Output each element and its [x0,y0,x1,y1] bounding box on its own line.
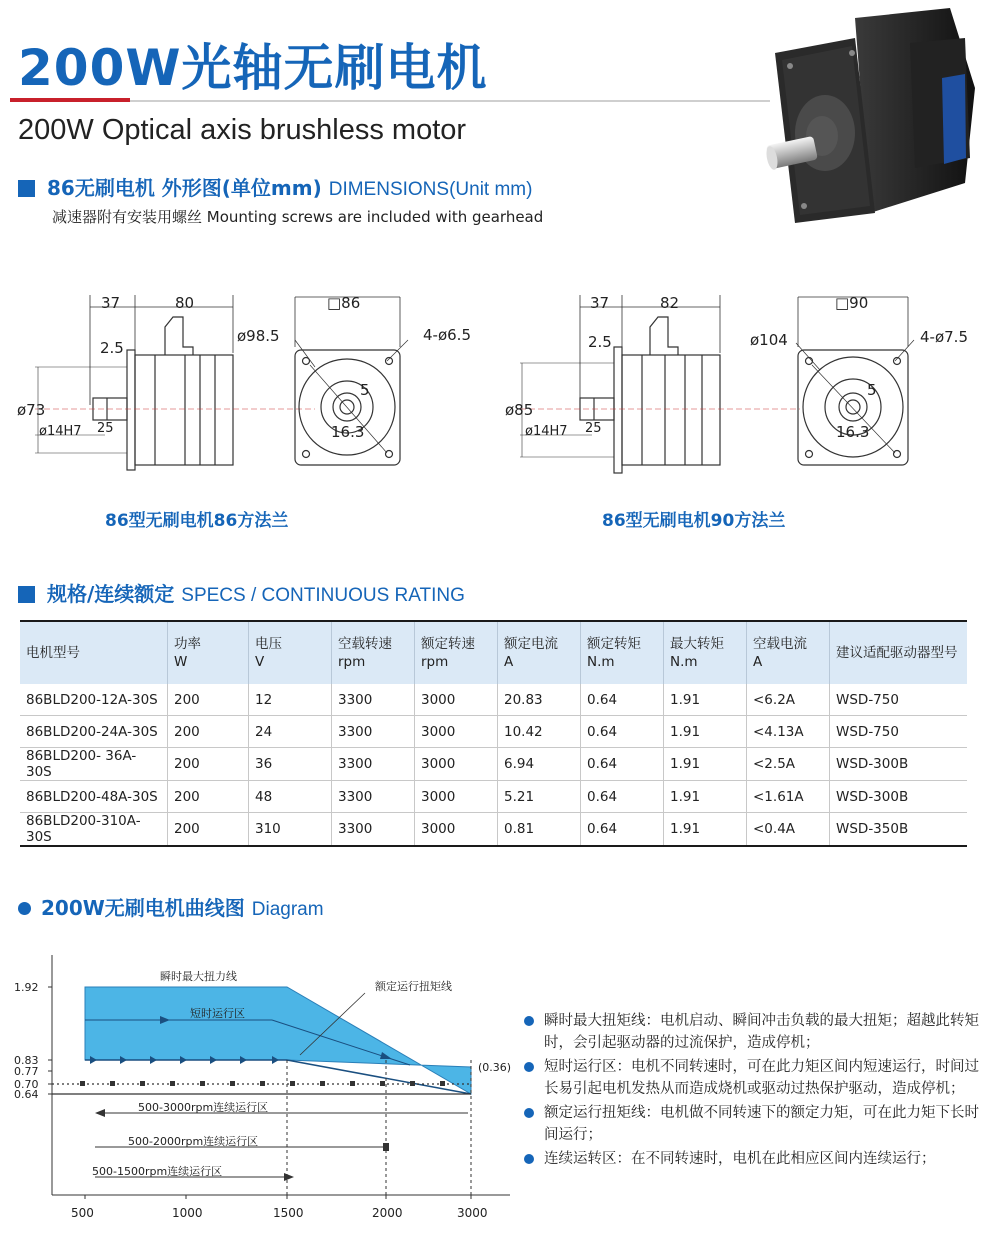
table-cell: 36 [249,748,332,781]
title-accent-bar [10,98,130,102]
continuous-marker [320,1081,325,1086]
table-cell: 1.91 [664,813,747,847]
table-cell: 3300 [332,716,415,748]
continuous-marker [260,1081,265,1086]
table-cell: 3300 [332,781,415,813]
circle-bullet-icon [18,902,31,915]
legend-item: 瞬时最大扭矩线：电机启动、瞬间冲击负载的最大扭矩；超越此转矩时，会引起驱动器的过流保护，造成停机； [520,1010,980,1054]
x-tick-label: 3000 [457,1206,488,1220]
column-header: 空载电流 A [747,621,830,684]
continuous-marker [440,1081,445,1086]
continuous-marker [290,1081,295,1086]
table-cell: 86BLD200-310A-30S [20,813,168,847]
table-row [20,781,967,813]
label-sticker [942,74,966,164]
column-header: 最大转矩 N.m [664,621,747,684]
torque-speed-chart [10,945,520,1230]
column-header: 电机型号 [20,621,168,684]
table-cell: 3000 [415,684,498,716]
page-subtitle: 200W Optical axis brushless motor [18,114,467,146]
dim-label: 82 [660,294,680,312]
annotation-label: 瞬时最大扭力线 [160,970,237,983]
arrow-end [383,1143,389,1151]
continuous-marker [170,1081,175,1086]
column-header: 额定转矩 N.m [581,621,664,684]
square-bullet-icon [18,180,35,197]
range-label: 500-2000rpm连续运行区 [128,1135,259,1148]
table-cell: WSD-750 [830,684,968,716]
mounting-note: 减速器附有安装用螺丝 Mounting screws are included with gearhead [52,208,544,226]
motor-photo [760,8,990,228]
x-tick-label: 500 [71,1206,94,1220]
specs-heading [18,578,465,607]
dim-label: ø14H7 [39,424,82,439]
range-label: 500-3000rpm连续运行区 [138,1101,269,1114]
column-header: 建议适配驱动器型号 [830,621,968,684]
table-cell: WSD-350B [830,813,968,847]
table-cell: 0.64 [581,781,664,813]
dim-label: 2.5 [100,339,124,357]
side-view [35,295,315,470]
x-tick-label: 1500 [273,1206,304,1220]
column-header: 电压 V [249,621,332,684]
drawing-caption-90: 86型无刷电机90方法兰 [602,511,786,531]
table-cell: 20.83 [498,684,581,716]
x-tick-label: 1000 [172,1206,203,1220]
table-cell: 0.81 [498,813,581,847]
y-tick-label: 0.64 [14,1088,39,1101]
dim-label: 37 [101,294,121,312]
drawing-90-flange [500,285,990,495]
dim-label: ø104 [750,331,788,349]
dimensions-heading-en: DIMENSIONS(Unit mm) [328,179,533,200]
y-tick-label: 0.77 [14,1065,39,1078]
legend-item: 短时运行区：电机不同转速时，可在此力矩区间内短速运行，时间过长易引起电机发热从而造成烧机或驱动过热保护驱动，造成停机； [520,1056,980,1100]
table-cell: 6.94 [498,748,581,781]
continuous-marker [200,1081,205,1086]
continuous-marker [410,1081,415,1086]
dim-label: □86 [327,294,361,312]
dim-label: 16.3 [331,423,365,441]
side-view [520,295,800,473]
table-cell: 3300 [332,748,415,781]
specs-heading-en: SPECS / CONTINUOUS RATING [181,585,465,606]
continuous-marker [380,1081,385,1086]
drawing-86-flange [15,285,495,495]
table-row [20,716,967,748]
table-cell: 200 [168,716,249,748]
diagram-heading [18,892,324,921]
dim-label: ø73 [17,401,46,419]
table-cell: 1.91 [664,716,747,748]
table-row [20,748,967,781]
table-cell: <6.2A [747,684,830,716]
table-row [20,813,967,847]
column-header: 额定转速 rpm [415,621,498,684]
table-cell: 86BLD200-48A-30S [20,781,168,813]
x-tick-label: 2000 [372,1206,403,1220]
continuous-marker [230,1081,235,1086]
drawing-caption-86: 86型无刷电机86方法兰 [105,511,289,531]
y-tick-label: 0.70 [14,1078,39,1091]
dim-label: ø14H7 [525,424,568,439]
table-cell: 1.91 [664,781,747,813]
table-cell: 86BLD200-12A-30S [20,684,168,716]
table-cell: 5.21 [498,781,581,813]
table-cell: 1.91 [664,684,747,716]
table-cell: 86BLD200-24A-30S [20,716,168,748]
dim-label: □90 [835,294,869,312]
page-title: 200W光轴无刷电机 [18,39,488,97]
table-cell: 3000 [415,813,498,847]
table-cell: WSD-300B [830,748,968,781]
column-header: 空载转速 rpm [332,621,415,684]
table-cell: 0.64 [581,813,664,847]
dimensions-heading-cn: 86无刷电机 外形图(单位mm) [47,176,322,200]
legend-item: 连续运转区：在不同转速时，电机在此相应区间内连续运行； [520,1148,980,1170]
dim-label: 4-ø7.5 [920,328,968,346]
dim-label: 5 [867,381,877,399]
annotation-label: 额定运行扭矩线 [375,980,452,993]
dim-label: 5 [360,381,370,399]
table-cell: 3000 [415,781,498,813]
table-cell: 3000 [415,748,498,781]
table-cell: 24 [249,716,332,748]
dim-label: 25 [97,421,114,436]
table-cell: 310 [249,813,332,847]
table-cell: <4.13A [747,716,830,748]
range-label: 500-1500rpm连续运行区 [92,1165,223,1178]
table-cell: 86BLD200- 36A-30S [20,748,168,781]
table-header-row [20,621,967,684]
table-cell: 3300 [332,813,415,847]
continuous-marker [350,1081,355,1086]
table-cell: 48 [249,781,332,813]
dim-label: 80 [175,294,195,312]
dim-label: 25 [585,421,602,436]
continuous-marker [80,1081,85,1086]
legend-item: 额定运行扭矩线：电机做不同转速下的额定力矩，可在此力矩下长时间运行； [520,1102,980,1146]
table-cell: <2.5A [747,748,830,781]
table-cell: 3000 [415,716,498,748]
diagram-heading-en: Diagram [251,899,324,920]
table-cell: 200 [168,684,249,716]
table-cell: 200 [168,781,249,813]
arrow-head [284,1173,294,1181]
specs-table [20,620,967,847]
dim-label: ø85 [505,401,534,419]
dim-label: 4-ø6.5 [423,326,471,344]
dimensions-heading [18,172,532,201]
dim-label: 2.5 [588,333,612,351]
table-cell: 200 [168,748,249,781]
annotation-label: 短时运行区 [190,1007,245,1020]
table-cell: <1.61A [747,781,830,813]
table-cell: 3300 [332,684,415,716]
table-cell: 1.91 [664,748,747,781]
continuous-marker [110,1081,115,1086]
diagram-legend [520,1010,980,1172]
arrow-head [95,1109,105,1117]
continuous-marker [140,1081,145,1086]
dim-label: ø98.5 [237,327,280,345]
short-time-zone [85,987,471,1094]
column-header: 额定电流 A [498,621,581,684]
y-tick-label: 0.83 [14,1054,39,1067]
table-cell: WSD-300B [830,781,968,813]
diagram-heading-cn: 200W无刷电机曲线图 [41,896,245,920]
square-bullet-icon [18,586,35,603]
annotation-label: (0.36) [478,1061,512,1074]
table-cell: WSD-750 [830,716,968,748]
table-cell: 0.64 [581,716,664,748]
specs-heading-cn: 规格/连续额定 [47,582,175,606]
table-cell: 10.42 [498,716,581,748]
table-cell: 12 [249,684,332,716]
table-row [20,684,967,716]
y-tick-label: 1.92 [14,981,39,994]
column-header: 功率 W [168,621,249,684]
table-cell: 0.64 [581,684,664,716]
table-cell: 200 [168,813,249,847]
dim-label: 37 [590,294,610,312]
dim-label: 16.3 [836,423,870,441]
table-cell: 0.64 [581,748,664,781]
table-cell: <0.4A [747,813,830,847]
